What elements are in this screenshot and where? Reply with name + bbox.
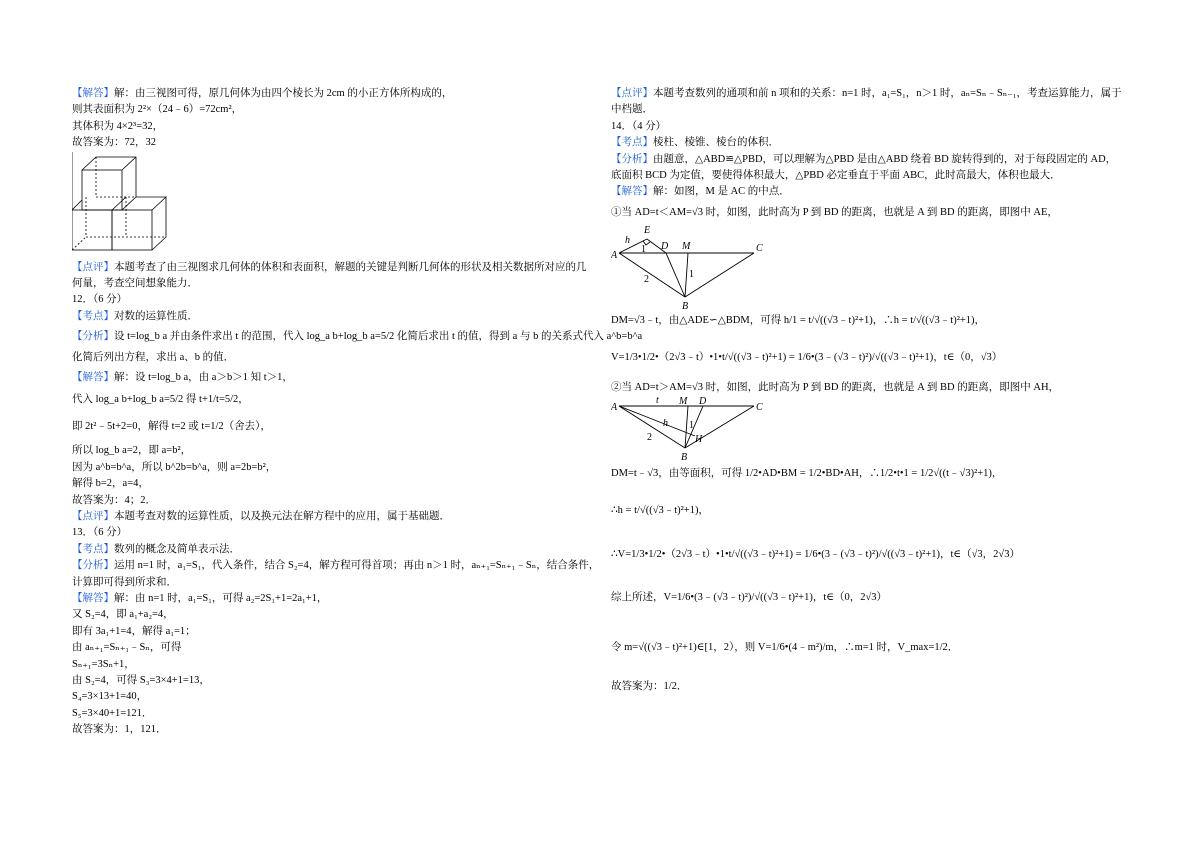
text-line	[611, 590, 1136, 606]
line-text: 计算即可得到所求和．	[72, 576, 177, 588]
line-text: 令 m=√((√3﹣t)²+1)∈[1，2），则 V=1/6•(4﹣m²)/m，∴m=1 时，V_max=1/2．	[611, 642, 959, 654]
section-tag: 【解答】	[611, 186, 653, 198]
text-line	[72, 542, 592, 558]
text-line	[611, 184, 1136, 200]
line-text: 其体积为 4×2³=32，	[72, 120, 164, 132]
text-line	[72, 86, 592, 102]
section-tag: 【考点】	[72, 310, 114, 322]
line-text: 解：设 t=log_b a，由 a＞b＞1 知 t＞1，	[114, 372, 293, 384]
text-line	[72, 607, 592, 623]
text-line	[72, 260, 592, 276]
label-D: D	[699, 396, 707, 408]
text-line	[611, 679, 1136, 695]
line-text: 即 2t²﹣5t+2=0，解得 t=2 或 t=1/2（舍去），	[72, 420, 271, 432]
line-text: 中档题．	[611, 104, 653, 116]
line-text: 综上所述，V=1/6•(3﹣(√3﹣t)²)/√((√3﹣t)²+1)，t∈（0，2√3）	[611, 591, 888, 603]
cube-figure	[72, 152, 592, 260]
line-text: 代入 log_a b+log_b a=5/2 得 t+1/t=5/2，	[72, 394, 249, 406]
line-text: ∴h = t/√((√3﹣t)²+1)，	[611, 504, 709, 516]
text-line	[611, 313, 1136, 329]
line-text: 故答案为：4；2．	[72, 494, 156, 506]
label-one-a: 1	[641, 244, 646, 256]
line-text: 本题考查对数的运算性质，以及换元法在解方程中的应用，属于基础题．	[114, 510, 450, 522]
line-text: 13．（6 分）	[72, 527, 128, 539]
triangle-figure-2	[611, 396, 1136, 466]
cube-drawing	[72, 152, 182, 260]
text-line	[611, 205, 1136, 221]
label-two: 2	[644, 274, 649, 286]
section-tag: 【考点】	[72, 543, 114, 555]
text-line	[72, 575, 592, 591]
label-one: 1	[689, 420, 694, 432]
text-line	[72, 292, 592, 308]
section-tag: 【考点】	[611, 137, 653, 149]
line-text: 解：由 n=1 时，a₁=S₁，可得 a₂=2S₁+1=2a₁+1，	[114, 592, 328, 604]
section-tag: 【解答】	[72, 88, 114, 99]
text-line	[611, 640, 1136, 656]
label-M: M	[679, 396, 688, 408]
text-line	[72, 673, 592, 689]
line-text: 本题考查数列的通项和前 n 项和的关系：n=1 时，a₁=S₁，n＞1 时，aₙ=Sₙ﹣Sₙ₋₁，考查运算能力，属于	[653, 88, 1122, 99]
line-text: ②当 AD=t＞AM=√3 时，如图，此时高为 P 到 BD 的距离，也就是 A 到 BD 的距离，即图中 AH，	[611, 382, 1060, 394]
text-line	[72, 640, 592, 656]
text-line	[72, 558, 600, 574]
line-text: 14．（4 分）	[611, 120, 667, 132]
text-line	[611, 86, 1136, 102]
label-D: D	[661, 241, 669, 253]
text-line	[72, 350, 592, 366]
line-text: 运用 n=1 时，a₁=S₁，代入条件，结合 S₂=4，解方程可得首项；再由 n＞1 时，aₙ₊₁=Sₙ₊₁﹣Sₙ，结合条件，	[114, 560, 600, 572]
line-text: Sₙ₊₁=3Sₙ+1，	[72, 658, 135, 670]
text-line	[611, 380, 1136, 396]
label-C: C	[756, 402, 763, 414]
line-text: 对数的运算性质．	[114, 310, 198, 322]
label-E: E	[644, 225, 651, 237]
line-text: 数列的概念及简单表示法．	[114, 543, 240, 555]
text-line	[611, 135, 1136, 151]
text-line	[72, 329, 643, 345]
line-text: 则其表面积为 2²×（24﹣6）=72cm²，	[72, 104, 243, 116]
line-text: 由 S₂=4，可得 S₃=3×4+1=13，	[72, 674, 210, 686]
label-two: 2	[647, 432, 652, 444]
triangle-drawing-1	[611, 221, 771, 311]
line-text: 何量，考查空间想象能力．	[72, 278, 198, 290]
section-tag: 【分析】	[611, 153, 653, 165]
text-line	[72, 591, 592, 607]
line-text: 解：由三视图可得，原几何体为由四个棱长为 2cm 的小正方体所构成的，	[114, 88, 453, 99]
text-line	[72, 119, 592, 135]
line-text: 设 t=log_b a 并由条件求出 t 的范围，代入 log_a b+log_b a=5/2 化简后求出 t 的值，得到 a 与 b 的关系式代入 a^b=b^a	[114, 331, 643, 343]
text-line	[72, 309, 592, 325]
line-text: 底面积 BCD 为定值，要使得体积最大，△PBD 必定垂直于平面 ABC，此时高最大，体积也最大．	[611, 170, 1061, 182]
line-text: 故答案为：1，121．	[72, 724, 167, 736]
label-B: B	[681, 452, 688, 464]
text-line	[72, 276, 592, 292]
text-line	[72, 443, 592, 459]
text-line	[72, 509, 592, 525]
text-line	[72, 419, 592, 435]
text-line	[611, 102, 1136, 118]
line-text: 化简后列出方程，求出 a、b 的值．	[72, 351, 235, 363]
text-line	[72, 493, 592, 509]
text-line	[611, 119, 1136, 135]
text-line	[72, 460, 592, 476]
section-tag: 【点评】	[611, 88, 653, 99]
text-line	[72, 624, 592, 640]
text-line	[72, 370, 592, 386]
section-tag: 【分析】	[72, 331, 114, 343]
line-text: 解得 b=2，a=4，	[72, 478, 149, 490]
section-tag: 【解答】	[72, 372, 114, 384]
label-A: A	[611, 402, 618, 414]
line-text: S₅=3×40+1=121．	[72, 707, 153, 719]
text-line	[611, 152, 1136, 168]
line-text: 所以 log_b a=2，即 a=b²，	[72, 445, 192, 457]
triangle-drawing-2	[611, 396, 771, 466]
line-text: ∴V=1/3•1/2•（2√3﹣t）•1•t/√((√3﹣t)²+1) = 1/6•(3﹣(√3﹣t)²)/√((√3﹣t)²+1)，t∈（√3，2√3）	[611, 549, 1020, 561]
line-text: 解：如图，M 是 AC 的中点．	[653, 186, 790, 198]
text-line	[72, 689, 592, 705]
label-h: h	[625, 235, 630, 247]
label-A: A	[611, 250, 618, 262]
line-text: DM=√3﹣t，由△ADE∽△BDM，可得 h/1 = t/√((√3﹣t)²+1)，∴h = t/√((√3﹣t)²+1)，	[611, 315, 986, 327]
text-line	[611, 547, 1136, 563]
line-text: 即有 3a₁+1=4，解得 a₁=1；	[72, 625, 196, 637]
label-H: H	[695, 434, 703, 446]
label-M: M	[682, 241, 691, 253]
text-line	[72, 392, 592, 408]
line-text: 又 S₂=4，即 a₁+a₂=4，	[72, 609, 174, 621]
section-tag: 【分析】	[72, 560, 114, 572]
text-line	[611, 466, 1136, 482]
line-text: 本题考查了由三视图求几何体的体积和表面积，解题的关键是判断几何体的形状及相关数据所对应的几	[114, 261, 587, 273]
line-text: 因为 a^b=b^a，所以 b^2b=b^a，则 a=2b=b²，	[72, 461, 277, 473]
line-text: 由 aₙ₊₁=Sₙ₊₁﹣Sₙ，可得	[72, 642, 182, 654]
triangle-figure-1	[611, 221, 1136, 311]
text-line	[611, 168, 1136, 184]
text-line	[72, 706, 592, 722]
line-text: 故答案为：72，32	[72, 137, 156, 149]
text-line	[72, 722, 592, 738]
label-t: t	[656, 396, 659, 407]
line-text: V=1/3•1/2•（2√3﹣t）•1•t/√((√3﹣t)²+1) = 1/6•(3﹣(√3﹣t)²)/√((√3﹣t)²+1)，t∈（0，√3）	[611, 351, 1003, 363]
section-tag: 【解答】	[72, 592, 114, 604]
line-text: ①当 AD=t＜AM=√3 时，如图，此时高为 P 到 BD 的距离，也就是 A 到 BD 的距离，即图中 AE，	[611, 206, 1058, 218]
line-text: 棱柱、棱锥、棱台的体积．	[653, 137, 779, 149]
text-line	[72, 135, 592, 151]
text-line	[611, 503, 1136, 519]
line-text: 12．（6 分）	[72, 294, 128, 306]
text-line	[72, 102, 592, 118]
line-text: 由题意，△ABD≌△PBD，可以理解为△PBD 是由△ABD 绕着 BD 旋转得到的，对于每段固定的 AD，	[653, 153, 1117, 165]
text-line	[72, 657, 592, 673]
text-line	[611, 350, 1136, 366]
label-h: h	[663, 418, 668, 430]
text-line	[72, 476, 592, 492]
line-text: S₄=3×13+1=40，	[72, 691, 148, 703]
right-column	[611, 86, 1136, 695]
label-B: B	[682, 301, 689, 312]
label-C: C	[756, 243, 763, 255]
section-tag: 【点评】	[72, 261, 114, 273]
line-text: 故答案为：1/2．	[611, 680, 688, 692]
label-one-b: 1	[689, 269, 694, 281]
section-tag: 【点评】	[72, 510, 114, 522]
line-text: DM=t﹣√3，由等面积，可得 1/2•AD•BM = 1/2•BD•AH，∴1/2•t•1 = 1/2√((t﹣√3)²+1)，	[611, 468, 1003, 480]
text-line	[72, 525, 592, 541]
